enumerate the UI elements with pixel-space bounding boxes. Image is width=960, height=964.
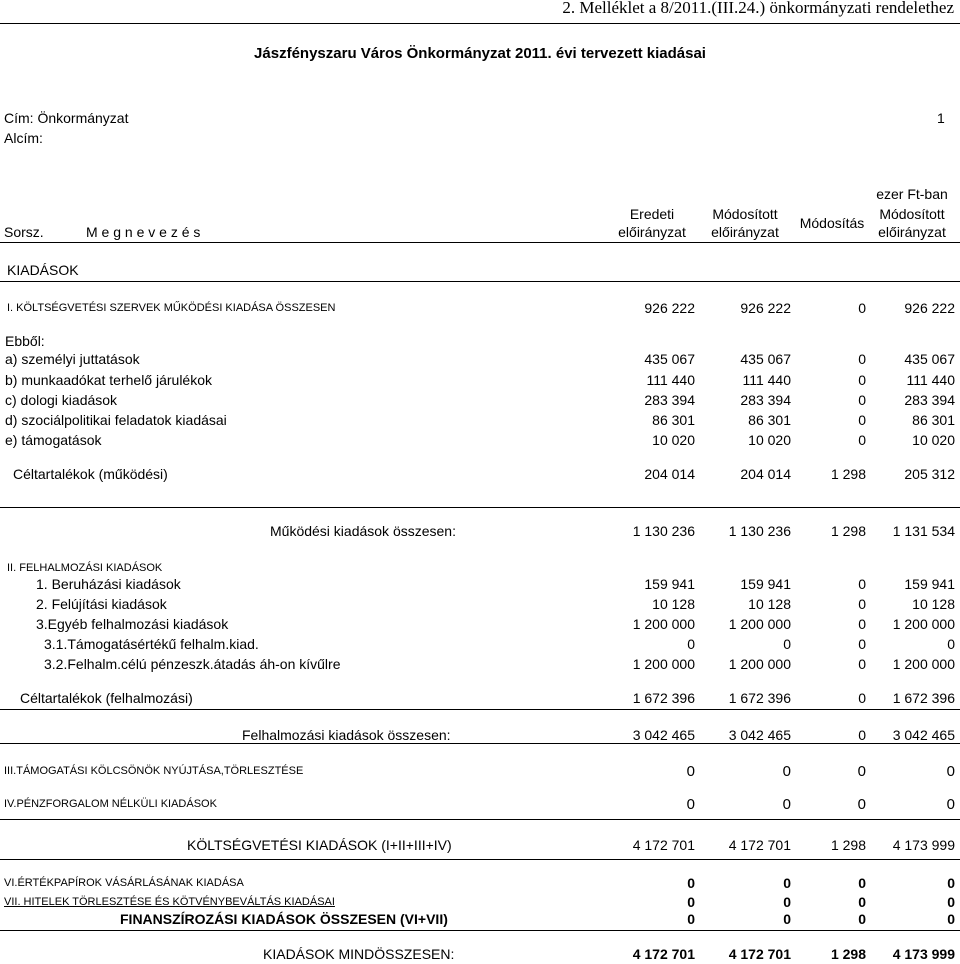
alcim-label: Alcím: [4, 130, 43, 146]
row-divider [0, 709, 960, 710]
row-value: 0 [858, 690, 866, 706]
row-value: 435 067 [904, 351, 955, 367]
row-value: 0 [858, 894, 866, 910]
row-divider [0, 507, 960, 508]
row-value: 0 [858, 432, 866, 448]
row-value: 0 [858, 392, 866, 408]
row-value: 4 172 701 [728, 946, 791, 962]
cim-number: 1 [937, 110, 945, 126]
header-eredeti-2: előirányzat [618, 224, 686, 240]
row-value: 1 200 000 [892, 656, 955, 672]
header-eredeti-1: Eredeti [629, 206, 675, 222]
row-divider [0, 819, 960, 820]
row-value: 0 [686, 796, 695, 813]
header-megnevezes: M e g n e v e z é s [86, 224, 201, 240]
row-value: 1 672 396 [892, 690, 955, 706]
row-label: a) személyi juttatások [5, 351, 140, 367]
row-value: 1 200 000 [632, 616, 695, 632]
top-divider [0, 23, 960, 24]
row-value: 4 172 701 [632, 946, 695, 962]
unit-label: ezer Ft-ban [876, 186, 948, 202]
row-label: VI.ÉRTÉKPAPÍROK VÁSÁRLÁSÁNAK KIADÁSA [4, 877, 244, 889]
row-label: KÖLTSÉGVETÉSI KIADÁSOK (I+II+III+IV) [187, 837, 452, 853]
section-kiadasok: KIADÁSOK [7, 262, 79, 278]
row-label: 3.1.Támogatásértékű felhalm.kiad. [44, 636, 259, 652]
row-value: 0 [858, 911, 866, 927]
row-value: 926 222 [904, 300, 955, 316]
row-value: 0 [858, 372, 866, 388]
row-value: 0 [687, 875, 695, 891]
row-value: 0 [858, 636, 866, 652]
row-label: 3.Egyéb felhalmozási kiadások [36, 616, 229, 632]
row-value: 1 131 534 [892, 523, 955, 539]
page-title: Jászfényszaru Város Önkormányzat 2011. évi tervezett kiadásai [254, 45, 706, 62]
row-value: 4 173 999 [892, 946, 955, 962]
header-modositott-2: előirányzat [711, 224, 779, 240]
row-label: c) dologi kiadások [5, 392, 118, 408]
row-value: 205 312 [904, 466, 955, 482]
row-value: 10 020 [748, 432, 791, 448]
row-value: 0 [946, 763, 955, 780]
row-value: 0 [946, 796, 955, 813]
header-divider [0, 242, 960, 243]
row-value: 86 301 [748, 412, 791, 428]
row-value: 0 [947, 636, 955, 652]
row-value: 283 394 [904, 392, 955, 408]
row-value: 0 [858, 351, 866, 367]
row-value: 1 130 236 [728, 523, 791, 539]
row-divider [0, 743, 960, 744]
row-value: 111 440 [646, 372, 695, 388]
row-value: 4 173 999 [892, 837, 955, 853]
row-value: 159 941 [904, 576, 955, 592]
row-value: 926 222 [644, 300, 695, 316]
row-value: 0 [857, 763, 866, 780]
row-value: 0 [858, 616, 866, 632]
row-label: b) munkaadókat terhelő járulékok [5, 372, 213, 388]
row-value: 10 128 [748, 596, 791, 612]
row-value: 1 130 236 [632, 523, 695, 539]
annex-reference: 2. Melléklet a 8/2011.(III.24.) önkormányzati rendelethez [562, 0, 954, 17]
row-value: 10 020 [912, 432, 955, 448]
row-value: 0 [858, 300, 866, 316]
row-value: 111 440 [742, 372, 791, 388]
row-value: 159 941 [740, 576, 791, 592]
header-modositott-1: Módosított [712, 206, 778, 222]
row-value: 0 [857, 796, 866, 813]
row-label: III.TÁMOGATÁSI KÖLCSÖNÖK NYÚJTÁSA,TÖRLESZTÉSE [4, 765, 304, 777]
row-value: 10 128 [912, 596, 955, 612]
row-label: e) támogatások [5, 432, 102, 448]
row-value: 283 394 [644, 392, 695, 408]
row-value: 0 [686, 763, 695, 780]
row-value: 0 [783, 911, 791, 927]
row-value: 1 200 000 [728, 616, 791, 632]
header-modositott2-1: Módosított [879, 206, 945, 222]
row-label: Céltartalékok (felhalmozási) [20, 690, 193, 706]
row-label: KIADÁSOK MINDÖSSZESEN: [263, 946, 455, 962]
row-value: 0 [783, 875, 791, 891]
row-value: 1 298 [830, 946, 866, 962]
row-value: 1 200 000 [728, 656, 791, 672]
row-value: 111 440 [906, 372, 955, 388]
row-divider [0, 930, 960, 931]
row-label: Felhalmozási kiadások összesen: [242, 727, 451, 743]
row-value: 0 [858, 412, 866, 428]
row-value: 4 172 701 [632, 837, 695, 853]
row-value: 0 [858, 596, 866, 612]
row-value: 435 067 [644, 351, 695, 367]
row-value: 0 [782, 763, 791, 780]
row-divider [0, 859, 960, 860]
row-value: 204 014 [644, 466, 695, 482]
row-label: 3.2.Felhalm.célú pénzeszk.átadás áh-on kívűlre [44, 656, 341, 672]
row-label: Céltartalékok (működési) [13, 466, 168, 482]
row-value: 0 [687, 636, 695, 652]
row-value: 0 [687, 911, 695, 927]
row-label: II. FELHALMOZÁSI KIADÁSOK [7, 562, 163, 574]
header-modositas: Módosítás [799, 215, 865, 231]
row-value: 0 [687, 894, 695, 910]
row-value: 435 067 [740, 351, 791, 367]
row-value: 926 222 [740, 300, 791, 316]
row-label: d) szociálpolitikai feladatok kiadásai [5, 412, 227, 428]
row-value: 1 298 [830, 837, 866, 853]
cim-label: Cím: Önkormányzat [4, 110, 129, 126]
header-sorsz: Sorsz. [4, 224, 44, 240]
row-label: FINANSZÍROZÁSI KIADÁSOK ÖSSZESEN (VI+VII) [120, 911, 448, 927]
row-label: 1. Beruházási kiadások [36, 576, 181, 592]
row-label: VII. HITELEK TÖRLESZTÉSE ÉS KÖTVÉNYBEVÁLTÁS KIADÁSAI [4, 896, 335, 908]
row-value: 0 [947, 875, 955, 891]
row-label: I. KÖLTSÉGVETÉSI SZERVEK MŰKÖDÉSI KIADÁSA ÖSSZESEN [7, 302, 336, 314]
row-value: 0 [858, 727, 866, 743]
row-value: 0 [947, 894, 955, 910]
row-value: 0 [947, 911, 955, 927]
row-value: 204 014 [740, 466, 791, 482]
row-value: 10 128 [652, 596, 695, 612]
row-value: 10 020 [652, 432, 695, 448]
row-value: 283 394 [740, 392, 791, 408]
row-value: 159 941 [644, 576, 695, 592]
row-value: 0 [782, 796, 791, 813]
row-value: 4 172 701 [728, 837, 791, 853]
row-value: 86 301 [912, 412, 955, 428]
row-label: 2. Felújítási kiadások [36, 596, 167, 612]
row-label: IV.PÉNZFORGALOM NÉLKÜLI KIADÁSOK [4, 798, 217, 810]
row-value: 1 298 [830, 466, 866, 482]
row-value: 1 672 396 [632, 690, 695, 706]
row-value: 1 200 000 [892, 616, 955, 632]
row-value: 1 672 396 [728, 690, 791, 706]
row-value: 1 298 [830, 523, 866, 539]
row-value: 86 301 [652, 412, 695, 428]
row-value: 0 [858, 656, 866, 672]
row-value: 3 042 465 [632, 727, 695, 743]
row-value: 1 200 000 [632, 656, 695, 672]
row-value: 0 [858, 576, 866, 592]
row-value: 3 042 465 [728, 727, 791, 743]
header-modositott2-2: előirányzat [878, 224, 946, 240]
row-value: 0 [858, 875, 866, 891]
row-value: 3 042 465 [892, 727, 955, 743]
section-divider [0, 281, 960, 282]
row-label: Ebből: [5, 333, 45, 349]
row-value: 0 [783, 636, 791, 652]
row-label: Működési kiadások összesen: [270, 523, 456, 539]
row-value: 0 [783, 894, 791, 910]
